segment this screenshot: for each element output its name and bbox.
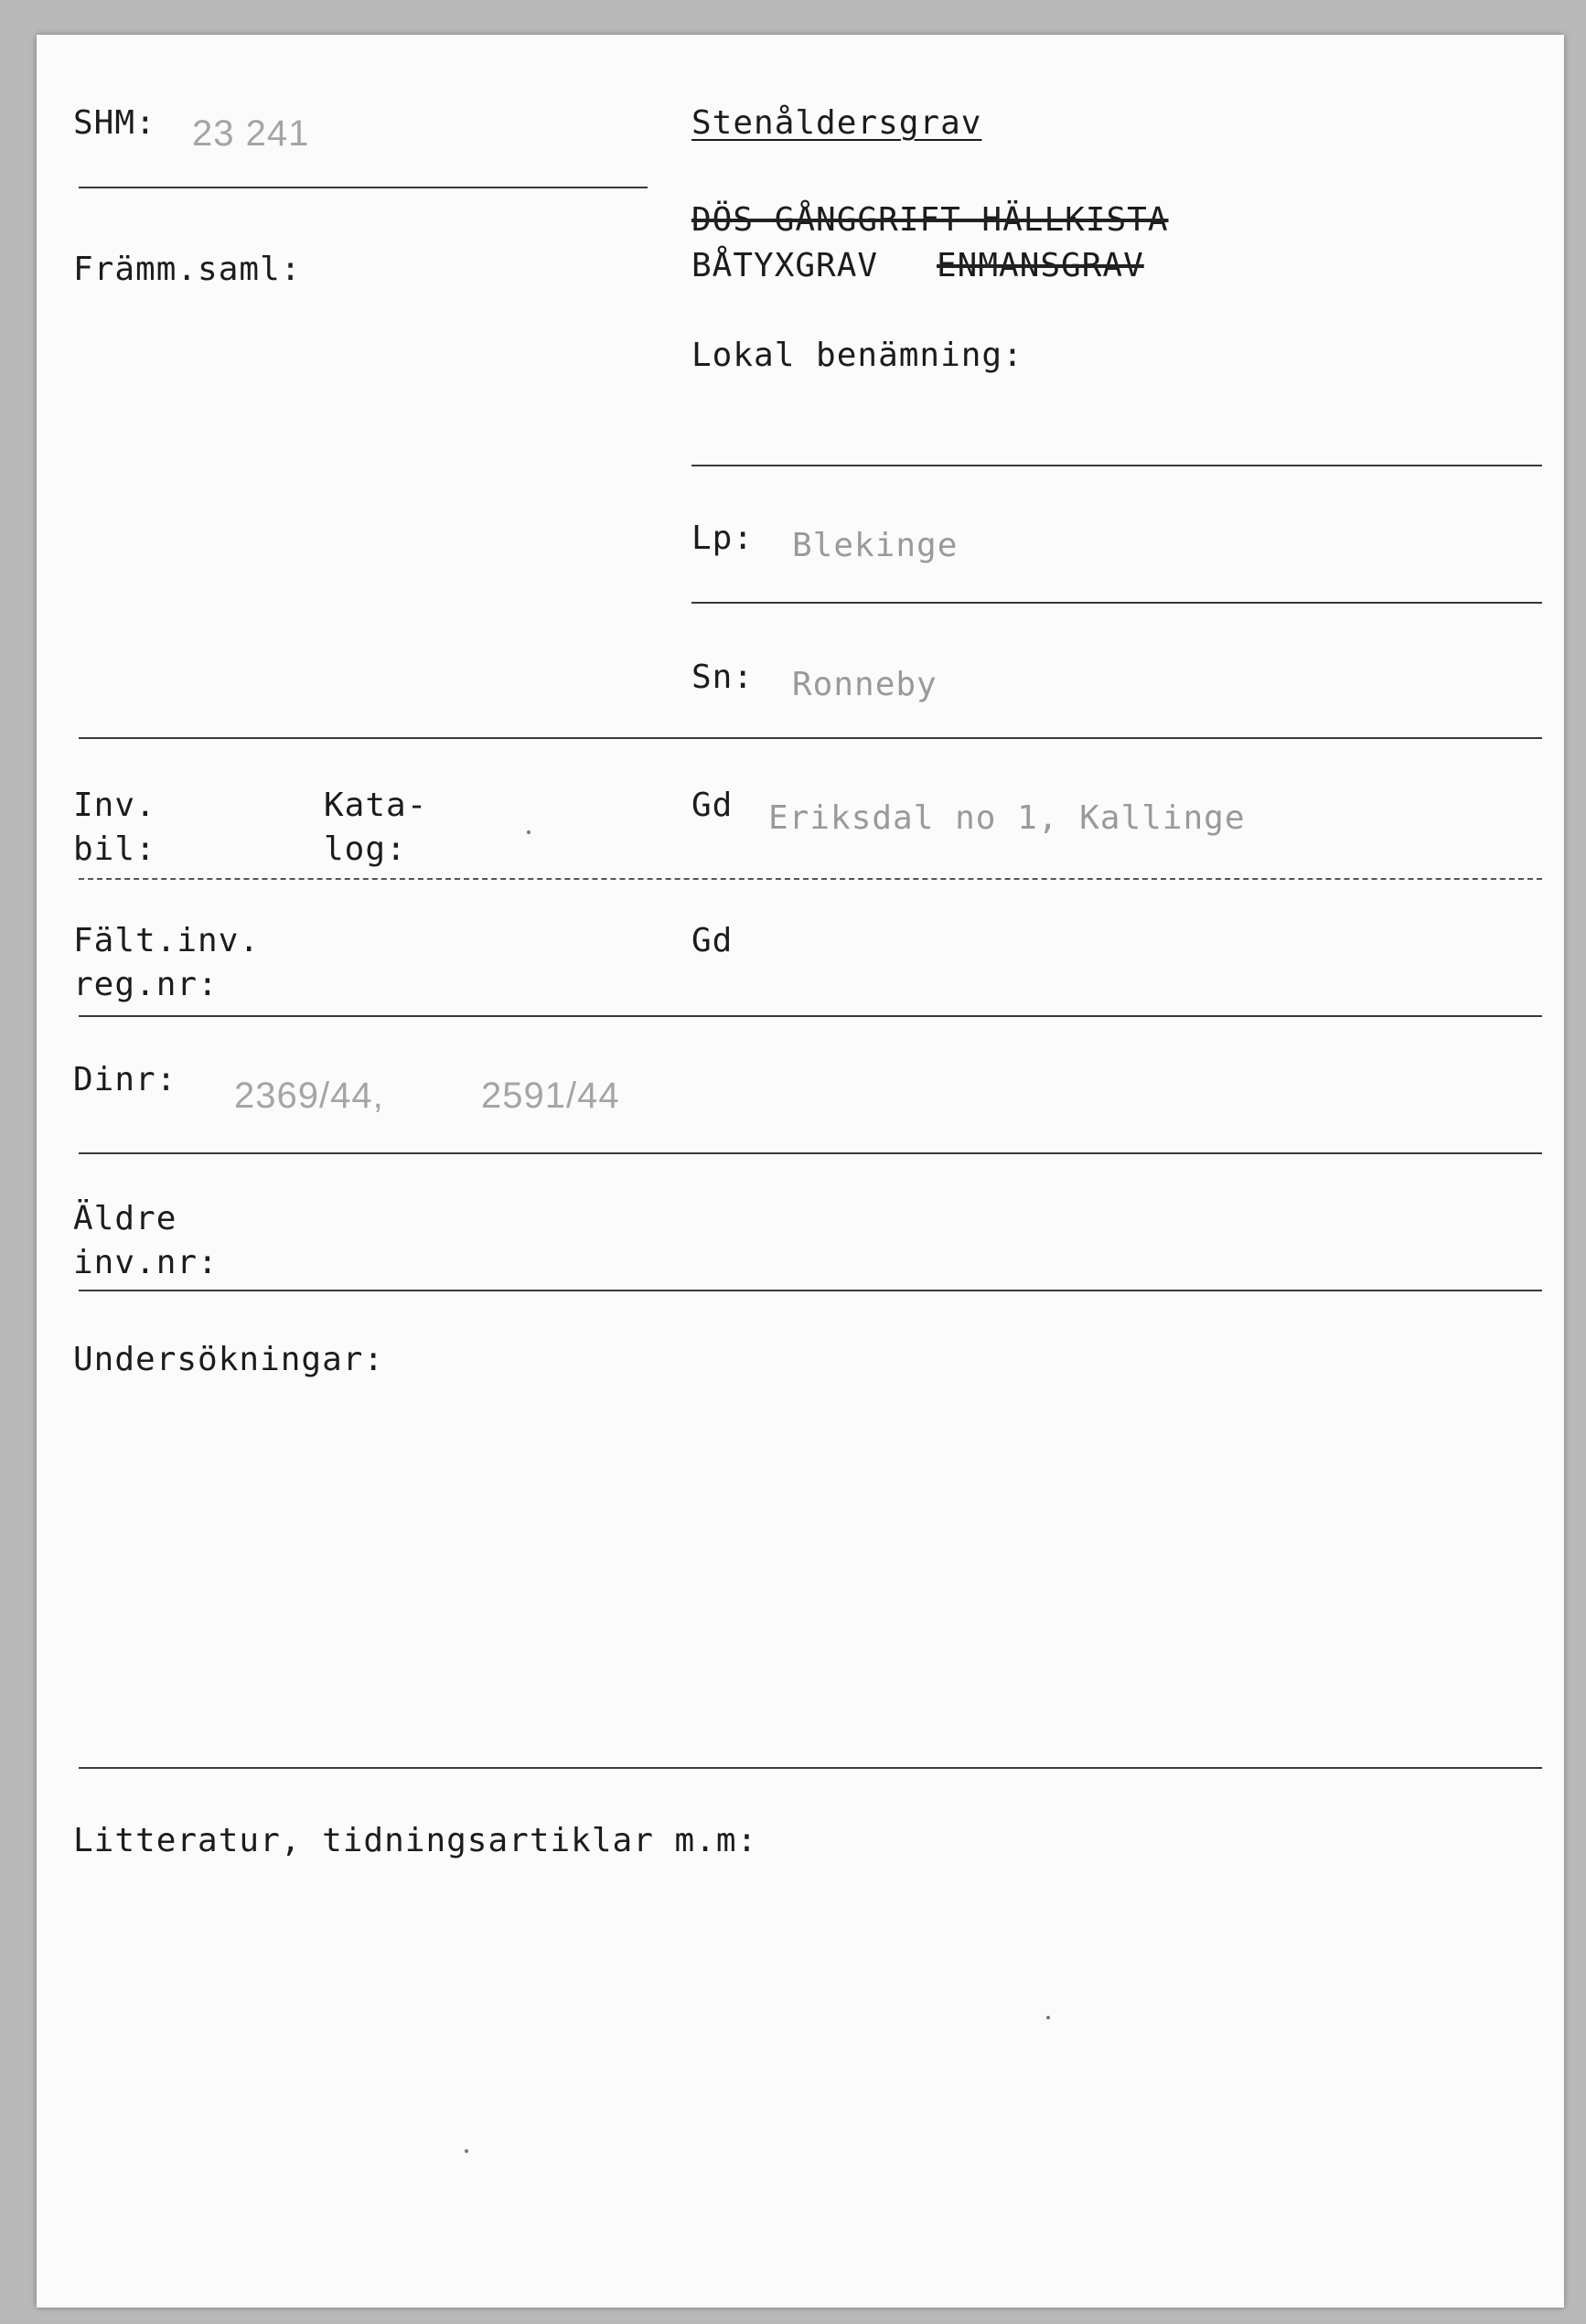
- undersokningar-label: Undersökningar:: [73, 1341, 385, 1378]
- sn-value: Ronneby: [792, 666, 938, 703]
- grave-type-batyxgrav: BÅTYXGRAV: [691, 247, 879, 284]
- gd2-label: Gd: [691, 922, 734, 959]
- shm-label: SHM:: [73, 104, 156, 142]
- speck: [527, 830, 530, 834]
- katalog-label-line1: Kata-: [324, 787, 428, 824]
- section-rule-5: [79, 1290, 1542, 1291]
- gd-value: Eriksdal no 1, Kallinge: [768, 799, 1246, 837]
- section-rule-2: [79, 878, 1542, 880]
- gd-label: Gd: [691, 787, 734, 824]
- dinr-value-2: 2591/44: [481, 1076, 620, 1116]
- lp-value: Blekinge: [792, 527, 959, 564]
- card-title: Stenåldersgrav: [691, 104, 982, 142]
- shm-rule: [79, 187, 648, 188]
- inv-label-line1: Inv.: [73, 787, 156, 824]
- falt-inv-label-line1: Fält.inv.: [73, 922, 261, 959]
- lp-label: Lp:: [691, 519, 755, 557]
- speck: [1046, 2016, 1050, 2019]
- lokal-benamning-label: Lokal benämning:: [691, 337, 1023, 374]
- dinr-label: Dinr:: [73, 1061, 177, 1098]
- dinr-value-1: 2369/44,: [234, 1076, 384, 1116]
- section-rule-4: [79, 1152, 1542, 1154]
- shm-value: 23 241: [192, 113, 310, 154]
- grave-type-enmansgrav-struck: ENMANSGRAV: [937, 247, 1144, 284]
- section-rule-6: [79, 1767, 1542, 1769]
- speck: [465, 2149, 468, 2153]
- section-rule-1: [79, 737, 1542, 739]
- catalog-card: [37, 35, 1564, 2308]
- falt-inv-label-line2: reg.nr:: [73, 966, 219, 1003]
- grave-types-struck: DÖS GÅNGGRIFT HÄLLKISTA: [691, 201, 1169, 239]
- section-rule-3: [79, 1015, 1542, 1017]
- litteratur-label: Litteratur, tidningsartiklar m.m:: [73, 1822, 758, 1859]
- aldre-label-line1: Äldre: [73, 1200, 177, 1237]
- aldre-label-line2: inv.nr:: [73, 1244, 219, 1281]
- sn-label: Sn:: [691, 659, 755, 696]
- lp-rule: [691, 602, 1542, 604]
- lokal-rule: [691, 465, 1542, 466]
- inv-label-line2: bil:: [73, 830, 156, 868]
- katalog-label-line2: log:: [324, 830, 407, 868]
- framm-saml-label: Främm.saml:: [73, 251, 302, 288]
